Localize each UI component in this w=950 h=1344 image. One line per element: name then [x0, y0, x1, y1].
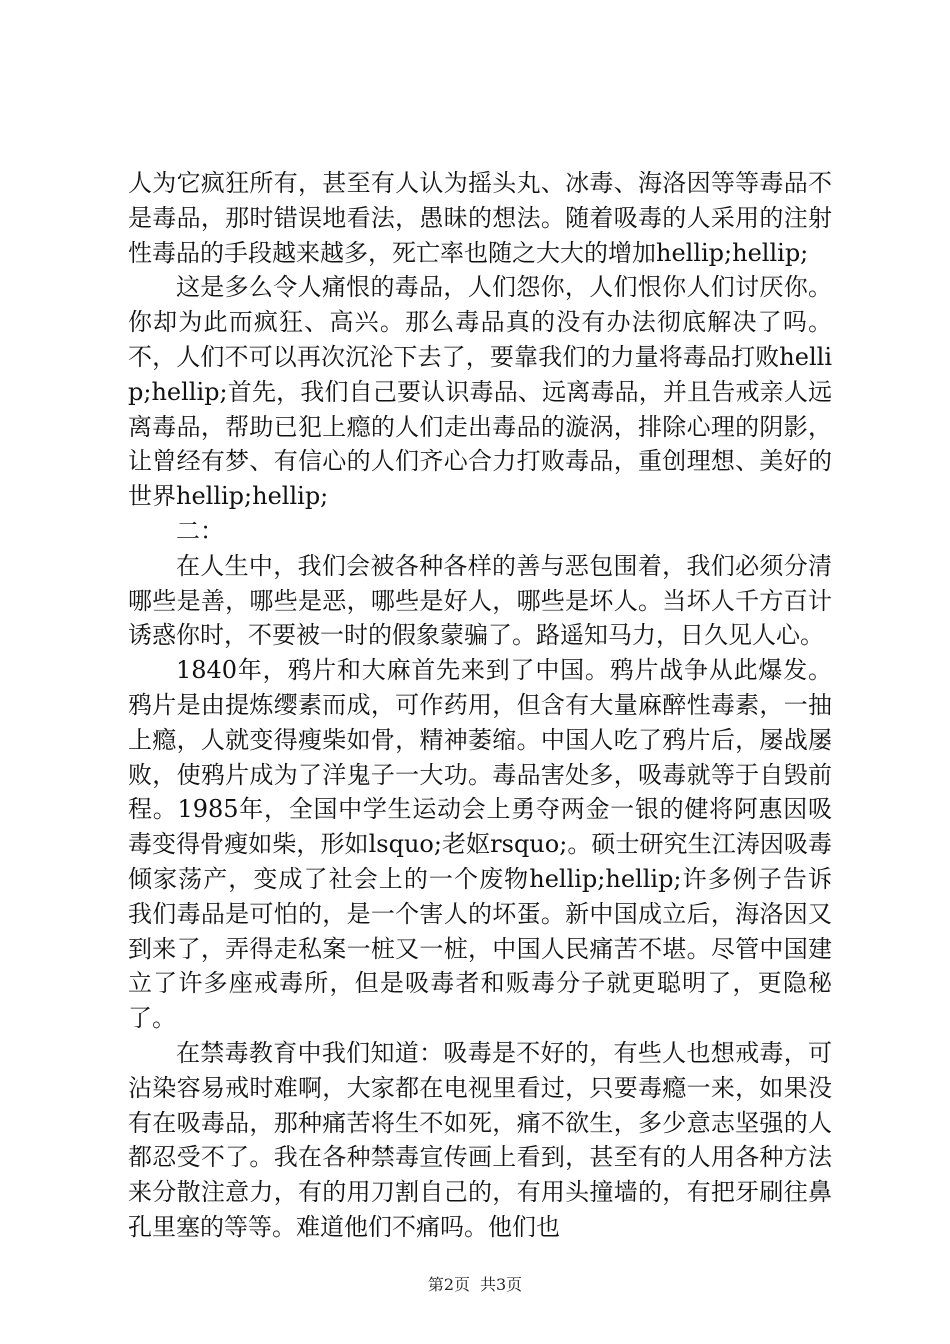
page-total: 共3页	[480, 1275, 523, 1294]
paragraph-2: 这是多么令人痛恨的毒品，人们怨你，人们恨你人们讨厌你。你却为此而疯狂、高兴。那么毒品真的没有办法彻底解决了吗。不，人们不可以再次沉沦下去了，要靠我们的力量将毒品打败hellip;hellip;首先，我们自己要认识毒品、远离毒品，并且告戒亲人远离毒品，帮助已犯上瘾的人们走出毒品的漩涡，排除心理的阴影，让曾经有梦、有信心的人们齐心合力打败毒品，重创理想、美好的世界hellip;hellip;	[128, 273, 832, 511]
paragraph-3: 在人生中，我们会被各种各样的善与恶包围着，我们必须分清哪些是善，哪些是恶，哪些是好人，哪些是坏人。当坏人千方百计诱惑你时，不要被一时的假象蒙骗了。路遥知马力，日久见人心。	[128, 551, 832, 650]
page-number: 第2页	[427, 1275, 470, 1294]
page-footer	[0, 1274, 950, 1296]
paragraph-5: 在禁毒教育中我们知道：吸毒是不好的，有些人也想戒毒，可沾染容易戒时难啊，大家都在电视里看过，只要毒瘾一来，如果没有在吸毒品，那种痛苦将生不如死，痛不欲生，多少意志坚强的人都忍受不了。我在各种禁毒宣传画上看到，甚至有的人用各种方法来分散注意力，有的用刀割自己的，有用头撞墙的，有把牙刷往鼻孔里塞的等等。难道他们不痛吗。他们也	[128, 1038, 832, 1241]
section-heading: 二：	[176, 516, 224, 545]
body-text	[128, 166, 832, 1245]
paragraph-4: 1840年，鸦片和大麻首先来到了中国。鸦片战争从此爆发。鸦片是由提炼缨素而成，可作药用，但含有大量麻醉性毒素，一抽上瘾，人就变得瘦柴如骨，精神萎缩。中国人吃了鸦片后，屡战屡败，使鸦片成为了洋鬼子一大功。毒品害处多，吸毒就等于自毁前程。1985年，全国中学生运动会上勇夺两金一银的健将阿惠因吸毒变得骨瘦如柴，形如lsquo;老妪rsquo;。硕士研究生江涛因吸毒倾家荡产，变成了社会上的一个废物hellip;hellip;许多例子告诉我们毒品是可怕的，是一个害人的坏蛋。新中国成立后，海洛因又到来了，弄得走私案一桩又一桩，中国人民痛苦不堪。尽管中国建立了许多座戒毒所，但是吸毒者和贩毒分子就更聪明了，更隐秘了。	[128, 656, 832, 1033]
paragraph-1: 人为它疯狂所有，甚至有人认为摇头丸、冰毒、海洛因等等毒品不是毒品，那时错误地看法，愚昧的想法。随着吸毒的人采用的注射性毒品的手段越来越多，死亡率也随之大大的增加hellip;hellip;	[128, 169, 832, 267]
